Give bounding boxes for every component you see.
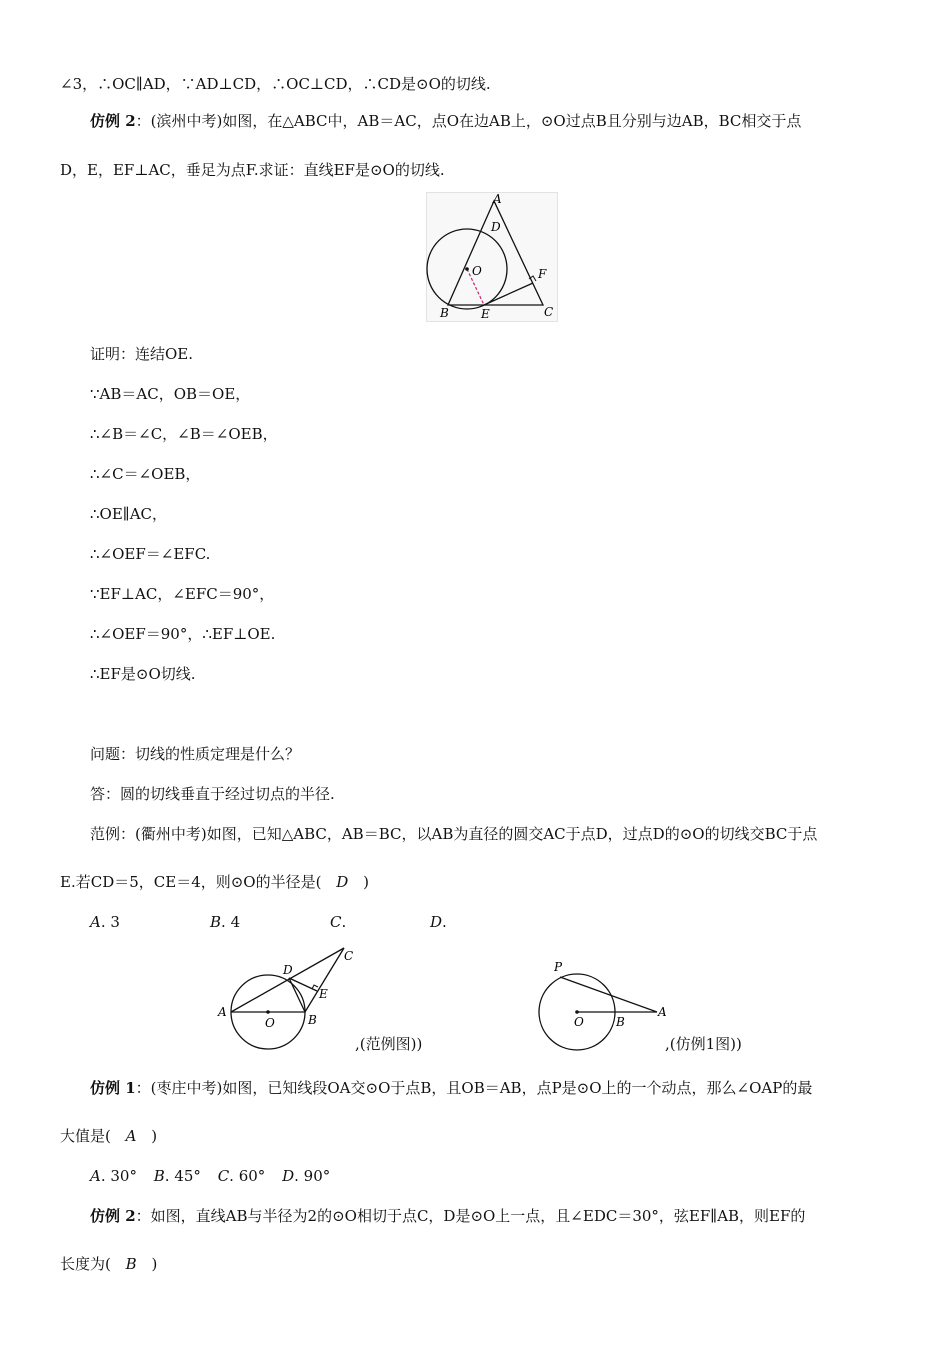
option-a: A. 3	[90, 913, 120, 931]
proof-line: ∴∠C＝∠OEB，	[90, 465, 201, 483]
answer: D	[336, 873, 349, 891]
segment-bd	[289, 978, 305, 1012]
text: E.若CD＝5，CE＝4，则⊙O的半径是(	[60, 873, 322, 891]
text: )	[151, 1255, 158, 1273]
question-line: 问题：切线的性质定理是什么？	[90, 745, 301, 763]
label-d: D	[283, 963, 293, 977]
example-line	[60, 872, 369, 892]
text-line	[60, 1254, 157, 1274]
figure-example	[215, 940, 365, 1055]
proof-line: ∵EF⊥AC，∠EFC＝90°，	[90, 585, 275, 603]
variant-1-heading	[90, 1078, 812, 1098]
label-e: E	[319, 987, 328, 1001]
proof-line: ∴∠B＝∠C，∠B＝∠OEB，	[90, 425, 278, 443]
option-d-value: . 90°	[294, 1167, 331, 1185]
text: 大值是(	[60, 1127, 111, 1145]
label-a: A	[493, 192, 502, 206]
point-o	[575, 1010, 579, 1014]
label-b: B	[440, 306, 449, 320]
figure-variant-1	[530, 955, 670, 1055]
proof-line: ∴∠OEF＝∠EFC.	[90, 545, 211, 563]
option-c-value: . 60°	[229, 1167, 266, 1185]
option-b-letter: B	[153, 1167, 165, 1185]
example-line: 范例：(衢州中考)如图，已知△ABC，AB＝BC，以AB为直径的圆交AC于点D，过点D的⊙O的切线交BC于点	[90, 825, 818, 843]
text: )	[151, 1127, 158, 1145]
figure-triangle-circle	[426, 192, 558, 322]
label-o: O	[265, 1016, 275, 1030]
example-label: 仿例 1	[90, 1079, 136, 1097]
example-label: 仿例 2	[90, 1207, 136, 1225]
segment-pa	[560, 977, 657, 1012]
label-c: C	[544, 305, 554, 319]
figure-caption: ,(范例图))	[355, 1035, 423, 1053]
example-label: 仿例 2	[90, 112, 136, 130]
text-line: D，E，EF⊥AC，垂足为点F.求证：直线EF是⊙O的切线.	[60, 161, 445, 179]
point-o	[266, 1010, 270, 1014]
answer: A	[125, 1127, 137, 1145]
text: )	[363, 873, 369, 891]
proof-line: 证明：连结OE.	[90, 345, 194, 363]
label-a: A	[658, 1005, 667, 1019]
label-b: B	[616, 1015, 625, 1029]
label-o: O	[472, 264, 482, 278]
figure-border	[427, 193, 558, 322]
label-f: F	[538, 267, 547, 281]
proof-line: ∵AB＝AC，OB＝OE，	[90, 385, 251, 403]
option-b-value: . 45°	[164, 1167, 201, 1185]
text-line: ∠3，∴OC∥AD，∵AD⊥CD，∴OC⊥CD，∴CD是⊙O的切线.	[60, 75, 491, 93]
option-c-letter: C	[217, 1167, 230, 1185]
option-c: C.	[330, 913, 347, 931]
text-line: ：(滨州中考)如图，在△ABC中，AB＝AC，点O在边AB上，⊙O过点B且分别与边AB，BC相交于点	[135, 112, 802, 130]
text-line: ：如图，直线AB与半径为2的⊙O相切于点C，D是⊙O上一点，且∠EDC＝30°，弦EF∥AB，则EF的	[135, 1207, 806, 1225]
variant-2-heading	[90, 1206, 805, 1226]
text-line: ：(枣庄中考)如图，已知线段OA交⊙O于点B，且OB＝AB，点P是⊙O上的一个动点，那么∠OAP的最	[135, 1079, 813, 1097]
label-a: A	[218, 1005, 227, 1019]
label-o: O	[574, 1015, 584, 1029]
label-e: E	[481, 307, 490, 321]
label-b: B	[308, 1013, 317, 1027]
proof-line: ∴OE∥AC，	[90, 505, 168, 523]
answer: B	[125, 1255, 137, 1273]
label-d: D	[491, 220, 501, 234]
example-2-heading	[90, 111, 801, 131]
answer-line: 答：圆的切线垂直于经过切点的半径.	[90, 785, 335, 803]
segment-ac	[231, 948, 344, 1012]
option-b: B. 4	[210, 913, 241, 931]
point-o	[465, 267, 469, 271]
proof-line: ∴∠OEF＝90°，∴EF⊥OE.	[90, 625, 276, 643]
label-p: P	[554, 960, 563, 974]
option-d: D.	[430, 913, 447, 931]
text-line	[60, 1126, 157, 1146]
option-a-letter: A	[90, 1167, 101, 1185]
option-a-value: . 30°	[100, 1167, 137, 1185]
proof-line: ∴EF是⊙O切线.	[90, 665, 196, 683]
figure-caption: ,(仿例1图))	[665, 1035, 742, 1053]
label-c: C	[344, 949, 354, 963]
text: 长度为(	[60, 1255, 111, 1273]
option-d-letter: D	[282, 1167, 295, 1185]
options-row	[90, 1166, 330, 1186]
segment-bc	[305, 948, 344, 1012]
